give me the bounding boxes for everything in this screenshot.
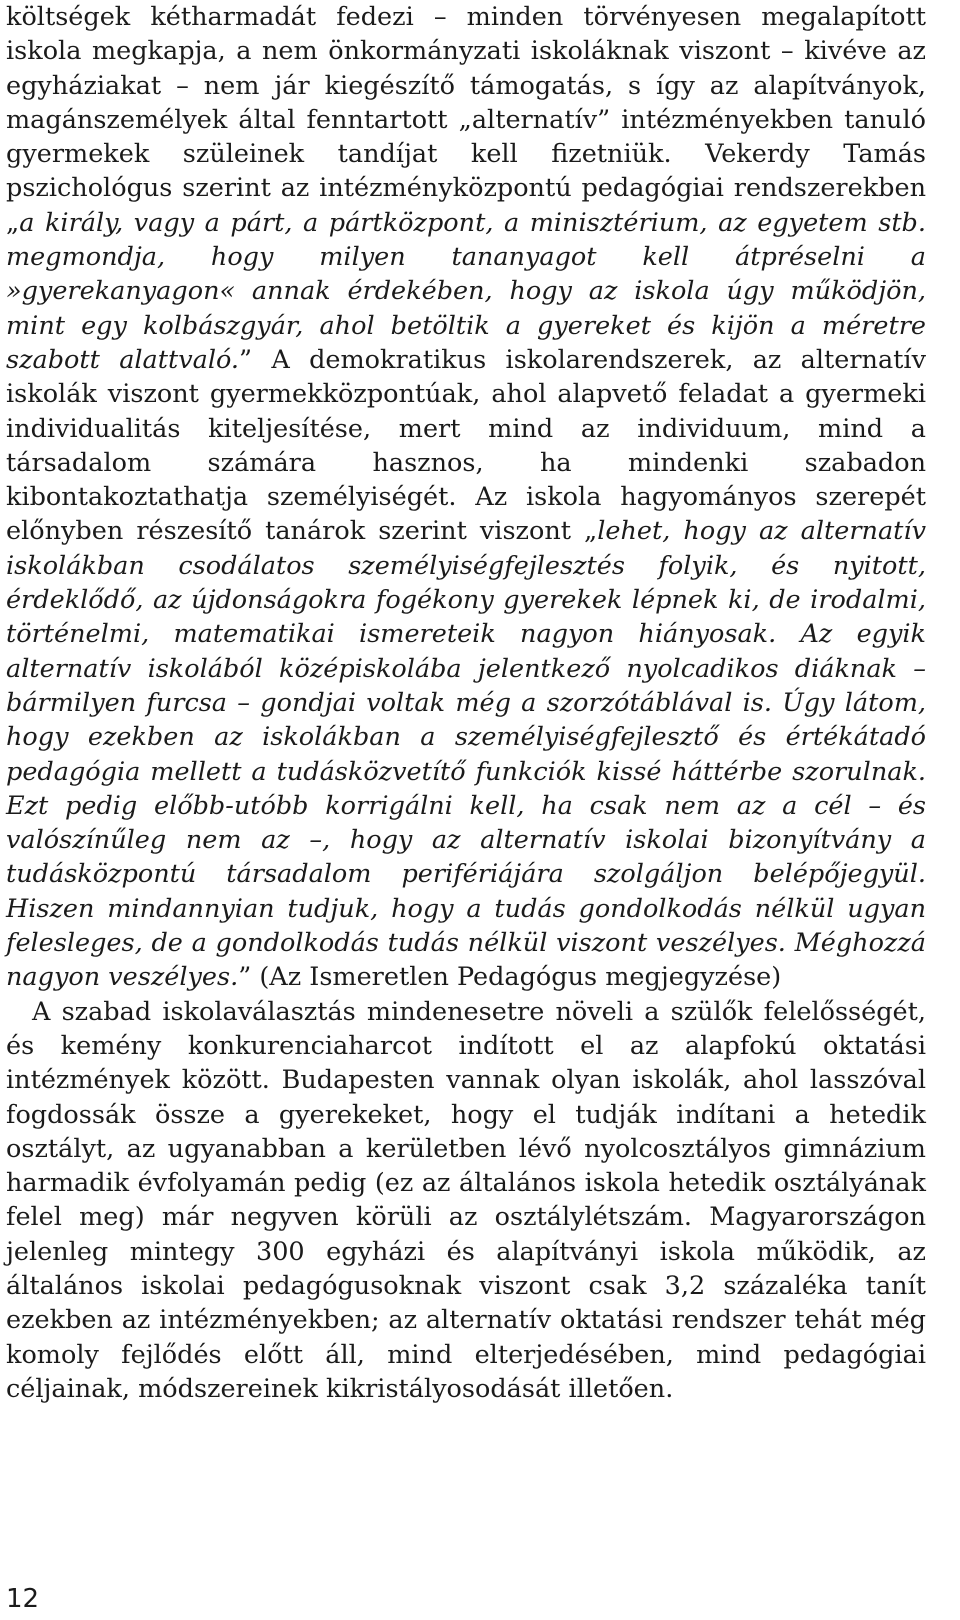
page-number: 12 — [6, 1584, 40, 1614]
quote-italic: lehet, hogy az alternatív iskolákban csodálatos személyiségfejlesztés folyik, és nyitott, érdeklődő, az újdonságokra fogékony gyerekek lépnek ki, de irodalmi, történelmi, matematikai ismereteik nagyon hiányosak. Az egyik alternatív iskolából középiskolába jelentkező nyolcadikos diáknak – bármilyen furcsa – gondjai voltak még a szorzótáblával is. Úgy látom, hogy ezekben az iskolákban a személyiségfejlesztő és értékátadó pedagógia mellett a tudásközvetítő funkciók kissé háttérbe szorulnak. Ezt pedig előbb-utóbb korrigálni kell, ha csak nem az a cél – és valószínűleg nem az –, hogy az alternatív iskolai bizonyítvány a tudásközpontú társadalom perifériájára szolgáljon belépőjegyül. Hiszen mindannyian tudjuk, hogy a tudás gondolkodás nélkül ugyan felesleges, de a gondolkodás tudás nélkül viszont veszélyes. Méghozzá nagyon veszélyes. — [6, 516, 926, 993]
paragraph-text-regular: ” A demokratikus iskolarendszerek, az alternatív iskolák viszont gyermekközpontúak, ahol alapvető feladat a gyermeki individualitás kiteljesítése, mert mind az individuum, mind a társadalom számára hasznos, ha mindenki szabadon kibontakoztathatja személyiségét. Az iskola hagyományos szerepét előnyben részesítő tanárok szerint viszont „ — [6, 344, 926, 547]
paragraph-continued — [6, 0, 926, 995]
paragraph: A szabad iskolaválasztás mindenesetre növeli a szülők felelősségét, és kemény konkurenciaharcot indított el az alapfokú oktatási intézmények között. Budapesten vannak olyan iskolák, ahol lasszóval fogdossák össze a gyerekeket, hogy el tudják indítani a hetedik osztályt, az ugyanabban a kerületben lévő nyolcosztályos gimnázium harmadik évfolyamán pedig (ez az általános iskola hetedik osztályának felel meg) már negyven körüli az osztálylétszám. Magyarországon jelenleg mintegy 300 egyházi és alapítványi iskola működik, az általános iskolai pedagógusoknak viszont csak 3,2 százaléka tanít ezekben az intézményekben; az alternatív oktatási rendszer tehát még komoly fejlődés előtt áll, mind elterjedésében, mind pedagógiai céljainak, módszereinek kikristályosodását illetően. — [6, 996, 926, 1404]
body-text — [6, 0, 926, 1406]
quote-italic: a király, vagy a párt, a pártközpont, a minisztérium, az egyetem stb. megmondja, hogy milyen tananyagot kell átpréselni a »gyerekanyagon« annak érdekében, hogy az iskola úgy működjön, mint egy kolbászgyár, ahol betöltik a gyereket és kijön a méretre szabott alattvaló. — [6, 207, 926, 375]
paragraph-text-regular: költségek kétharmadát fedezi – minden törvényesen megalapított iskola megkapja, a nem önkormányzati iskoláknak viszont – kivéve az egyháziakat – nem jár kiegészítő támogatás, s így az alapítványok, magánszemélyek által fenntartott „alternatív” intézményekben tanuló gyermekek szüleinek tandíjat kell fizetniük. Vekerdy Tamás pszichológus szerint az intézményközpontú pedagógiai rendszerekben „ — [6, 2, 926, 238]
paragraph-text-regular: ” (Az Ismeretlen Pedagógus megjegyzése) — [238, 962, 782, 993]
